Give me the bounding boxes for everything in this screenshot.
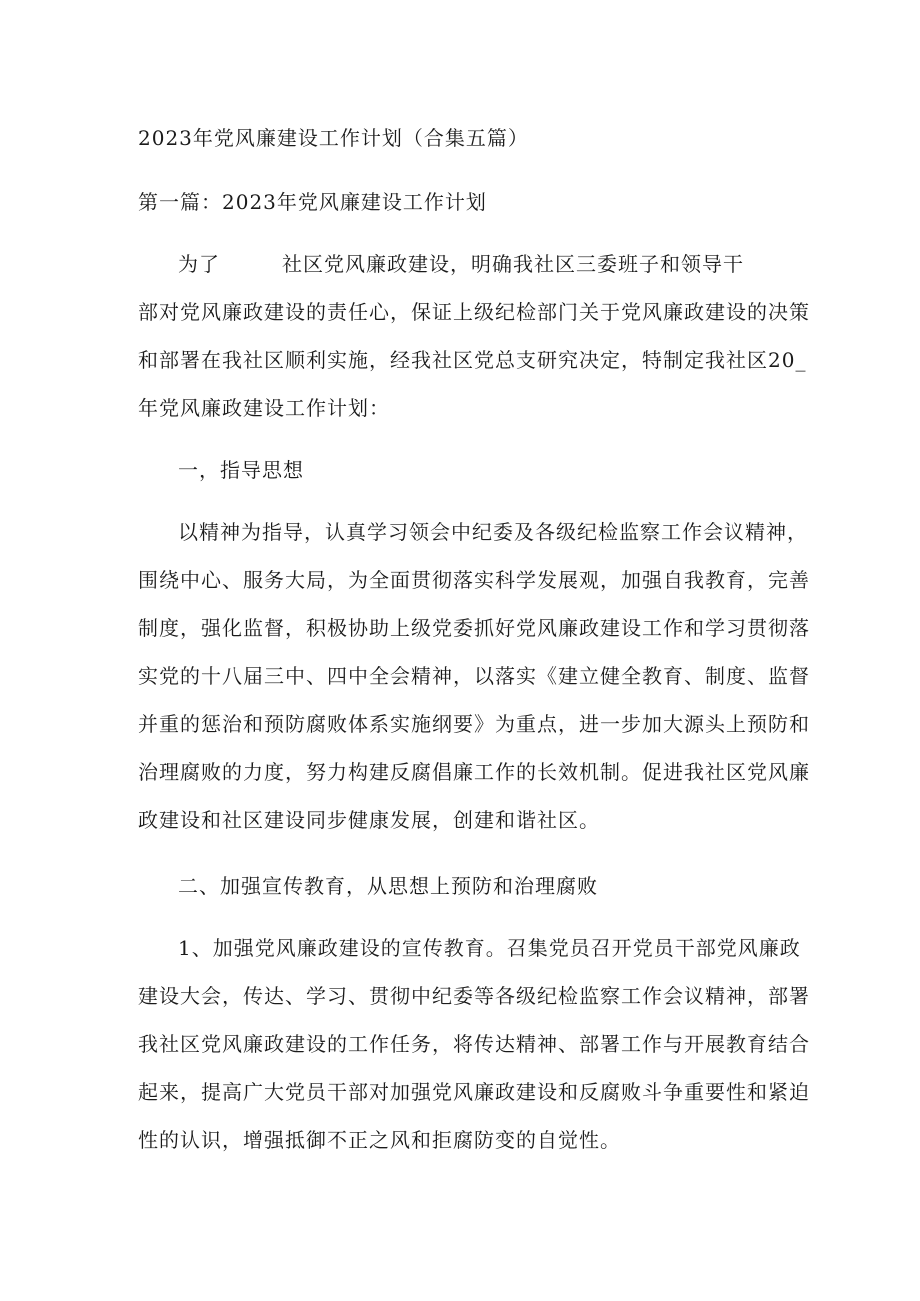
section1-line-2: 围绕中心、服务大局，为全面贯彻落实科学发展观，加强自我教育，完善 (138, 568, 810, 592)
section1-line-3: 制度，强化监督，积极协助上级党委抓好党风廉政建设工作和学习贯彻落 (138, 616, 810, 640)
section1-line-7: 政建设和社区建设同步健康发展，创建和谐社区。 (138, 808, 600, 832)
document-subtitle: 第一篇：2023年党风廉建设工作计划 (138, 190, 487, 214)
document-title: 2023年党风廉建设工作计划（合集五篇） (138, 126, 529, 150)
intro-line-3: 和部署在我社区顺利实施，经我社区党总支研究决定，特制定我社区20_ (138, 348, 807, 372)
intro-line-2: 部对党风廉政建设的责任心，保证上级纪检部门关于党风廉政建设的决策 (138, 300, 810, 324)
section2-line-1: 1、加强党风廉政建设的宣传教育。召集党员召开党员干部党风廉政 (178, 936, 801, 960)
section1-line-4: 实党的十八届三中、四中全会精神，以落实《建立健全教育、制度、监督 (138, 664, 810, 688)
intro-line-1b: 社区党风廉政建设，明确我社区三委班子和领导干 (282, 252, 744, 276)
intro-line-1a: 为了 (178, 252, 220, 276)
intro-line-4: 年党风廉政建设工作计划： (138, 396, 390, 420)
section1-line-6: 治理腐败的力度，努力构建反腐倡廉工作的长效机制。促进我社区党风廉 (138, 760, 810, 784)
section2-line-5: 性的认识，增强抵御不正之风和拒腐防变的自觉性。 (138, 1128, 621, 1152)
section1-line-1: 以精神为指导，认真学习领会中纪委及各级纪检监察工作会议精神， (178, 520, 808, 544)
section1-heading: 一，指导思想 (178, 458, 304, 482)
section2-line-3: 我社区党风廉政建设的工作任务，将传达精神、部署工作与开展教育结合 (138, 1032, 810, 1056)
intro-line-1 (178, 248, 744, 277)
section2-heading: 二、加强宣传教育，从思想上预防和治理腐败 (178, 874, 598, 898)
section1-line-5: 并重的惩治和预防腐败体系实施纲要》为重点，进一步加大源头上预防和 (138, 712, 810, 736)
section2-line-4: 起来，提高广大党员干部对加强党风廉政建设和反腐败斗争重要性和紧迫 (138, 1080, 810, 1104)
section2-line-2: 建设大会，传达、学习、贯彻中纪委等各级纪检监察工作会议精神，部署 (138, 984, 810, 1008)
